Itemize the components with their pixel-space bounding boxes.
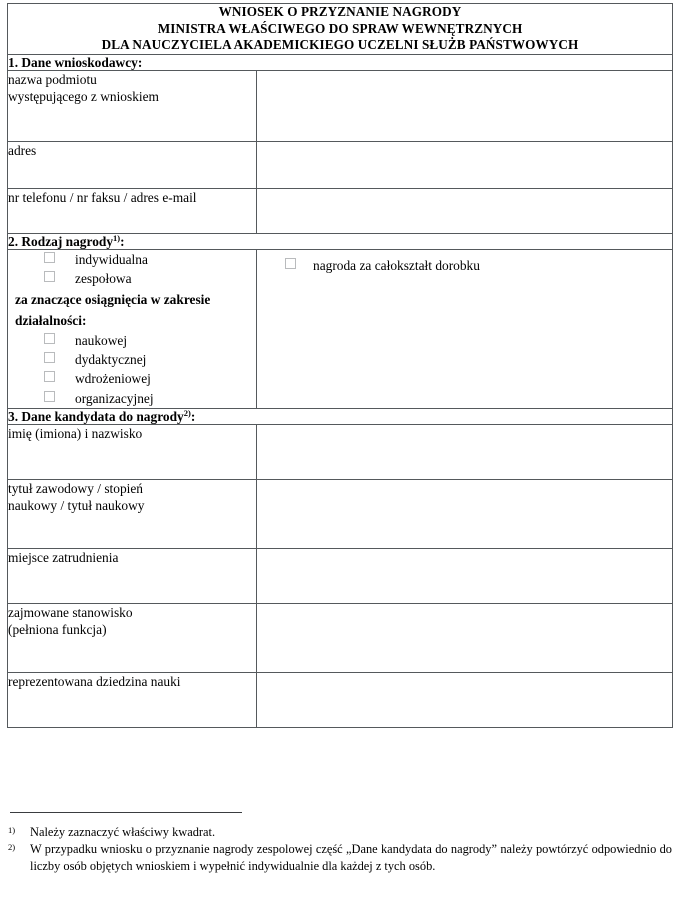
checkbox-icon[interactable] [44, 271, 55, 282]
label-line-1: nr telefonu / nr faksu / adres e-mail [8, 189, 197, 205]
table-row [8, 141, 673, 188]
section-3-footnote-marker: 2) [183, 408, 191, 419]
checkbox-option-individual[interactable] [8, 250, 256, 269]
label-line-1: miejsce zatrudnienia [8, 550, 119, 566]
label-candidate-workplace [8, 549, 257, 604]
checkbox-option-implementation[interactable] [8, 369, 256, 388]
section-3-heading-colon: : [190, 409, 196, 425]
section-2-heading-row [8, 233, 673, 249]
field-applicant-address[interactable] [257, 141, 673, 188]
checkbox-icon[interactable] [44, 333, 55, 344]
form-title [8, 4, 673, 55]
checkbox-icon[interactable] [44, 371, 55, 382]
section-2-heading-colon: : [120, 233, 125, 249]
label-candidate-field [8, 673, 257, 728]
label-applicant-contact [8, 188, 257, 233]
field-applicant-contact[interactable] [257, 188, 673, 233]
option-label: naukowej [75, 332, 128, 348]
section-3-heading [8, 409, 673, 425]
footnote-1 [8, 824, 672, 841]
title-row [8, 4, 673, 55]
label-applicant-name [8, 70, 257, 141]
option-label: dydaktycznej [75, 352, 147, 367]
table-row [8, 425, 673, 480]
title-line-1: WNIOSEK O PRZYZNANIE NAGRODY [218, 4, 462, 19]
table-row [8, 673, 673, 728]
table-row [8, 604, 673, 673]
checkbox-option-scientific[interactable] [8, 331, 256, 350]
section-1-heading-row [8, 54, 673, 70]
checkbox-option-lifetime-achievement[interactable] [257, 256, 672, 275]
footnotes [8, 824, 672, 874]
section-2-heading [8, 233, 673, 249]
checkbox-icon[interactable] [285, 258, 296, 269]
label-line-2: występującego z wnioskiem [8, 88, 159, 104]
label-candidate-position [8, 604, 257, 673]
section-1-heading: 1. Dane wnioskodawcy: [8, 54, 673, 70]
option-label: zespołowa [75, 271, 132, 287]
footnote-separator [10, 812, 242, 813]
field-candidate-position[interactable] [257, 604, 673, 673]
table-row [8, 480, 673, 549]
label-line-1: reprezentowana dziedzina nauki [8, 674, 181, 690]
table-row [8, 188, 673, 233]
footnote-2 [8, 841, 672, 875]
section-2-options-row [8, 249, 673, 408]
award-type-options-left [8, 249, 257, 408]
field-candidate-workplace[interactable] [257, 549, 673, 604]
section-3-heading-text: 3. Dane kandydata do nagrody [8, 409, 184, 425]
option-label: organizacyjnej [75, 390, 154, 406]
section-2-footnote-marker: 1) [113, 232, 121, 243]
option-label: wdrożeniowej [75, 371, 151, 387]
label-line-1: nazwa podmiotu [8, 71, 97, 87]
option-label: nagroda za całokształt dorobku [313, 257, 480, 273]
label-line-2: naukowy / tytuł naukowy [8, 498, 145, 514]
label-line-1: imię (imiona) i nazwisko [8, 426, 143, 442]
achievements-subheading: za znaczące osiągnięcia w zakresie działalności: [15, 291, 211, 328]
label-line-2: (pełniona funkcja) [8, 622, 107, 638]
checkbox-icon[interactable] [44, 352, 55, 363]
checkbox-option-didactic[interactable] [8, 350, 256, 369]
section-3-heading-row [8, 409, 673, 425]
label-line-1: adres [8, 142, 37, 158]
footnote-1-text: Należy zaznaczyć właściwy kwadrat. [30, 825, 216, 839]
field-candidate-name[interactable] [257, 425, 673, 480]
label-candidate-name [8, 425, 257, 480]
label-candidate-degree [8, 480, 257, 549]
award-application-form [7, 3, 673, 728]
field-candidate-degree[interactable] [257, 480, 673, 549]
field-applicant-name[interactable] [257, 70, 673, 141]
footnote-2-marker: 2) [8, 841, 16, 852]
option-label: indywidualna [75, 251, 148, 267]
checkbox-option-organizational[interactable] [8, 389, 256, 408]
award-type-options-right [257, 249, 673, 408]
footnote-1-marker: 1) [8, 825, 16, 835]
label-line-1: tytuł zawodowy / stopień [8, 481, 144, 497]
label-applicant-address [8, 141, 257, 188]
checkbox-option-team[interactable] [8, 269, 256, 288]
table-row [8, 549, 673, 604]
label-line-1: zajmowane stanowisko [8, 605, 133, 621]
section-2-heading-text: 2. Rodzaj nagrody [8, 233, 114, 249]
footnote-2-text: W przypadku wniosku o przyznanie nagrody zespolowej część „Dane kandydata do nagrody” należy powtórzyć odpowiednio do liczby osób objętych wnioskiem i wypełnić indywidualnie dla każdej z tych osób. [30, 841, 672, 873]
table-row [8, 70, 673, 141]
field-candidate-field[interactable] [257, 673, 673, 728]
title-line-2: MINISTRA WŁAŚCIWEGO DO SPRAW WEWNĘTRZNYCH [157, 20, 523, 36]
checkbox-icon[interactable] [44, 391, 55, 402]
title-line-3: DLA NAUCZYCIELA AKADEMICKIEGO UCZELNI SŁUŻB PAŃSTWOWYCH [101, 37, 579, 53]
checkbox-icon[interactable] [44, 252, 55, 263]
